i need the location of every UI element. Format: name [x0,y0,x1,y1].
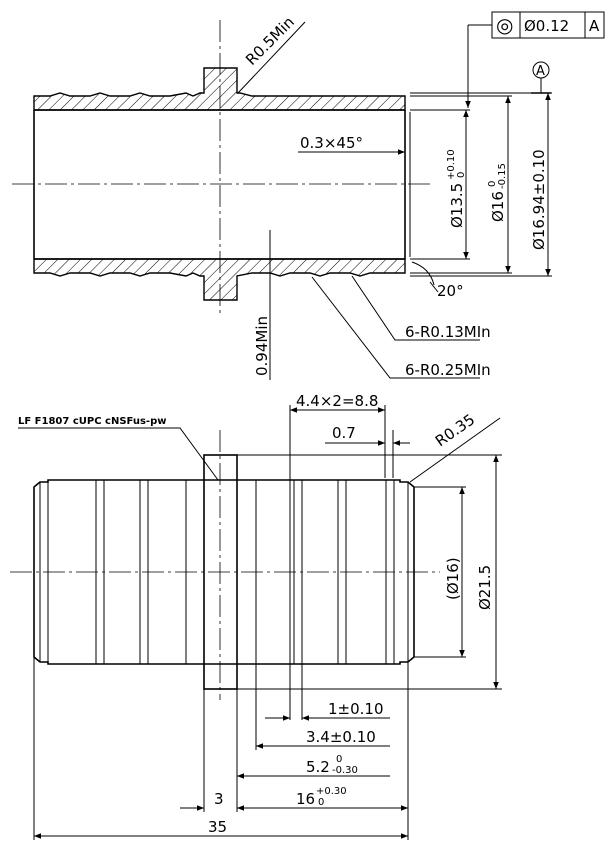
bore-dia-main: Ø13.5 [448,182,466,228]
marking-note: LF F1807 cUPC cNSFus-pw [18,416,167,427]
bore-dia-tol-lower: 0 [456,171,467,178]
barb-len-tol-upper: +0.30 [316,786,347,797]
fcf-tolerance: Ø0.12 [524,17,570,35]
od-dia-tol-lower: -0.15 [497,163,508,189]
wall-min-label: 0.94Min [253,315,271,376]
pitch-label: 4.4×2=8.8 [296,392,379,410]
d3-tol-lower: -0.30 [332,765,358,776]
collar-dia-label: Ø21.5 [476,564,494,610]
bottom-wall-section [34,259,405,300]
od-dia-tol-upper: 0 [487,180,498,187]
dim-od-text [487,163,508,222]
barb-len-main: 16 [296,790,316,808]
fcf-datum: A [589,17,600,35]
bore-dia-tol-upper: +0.10 [446,149,457,180]
d3-tol-upper: 0 [336,754,343,765]
datum-a-symbol [531,62,551,93]
top-wall-section [34,68,405,110]
collar-width-label: 3 [214,790,224,808]
barb-len-text [296,786,347,808]
overall-label: 35 [208,818,228,836]
outer-dia-label: Ø16.94±0.10 [530,149,548,250]
inner-dia-label: (Ø16) [444,557,462,600]
d3-main: 5.2 [306,758,330,776]
dim-bore-text [446,149,467,228]
bead-label: 0.7 [332,424,356,442]
fillet-top-label: R0.5Min [242,13,298,69]
section-view [12,12,604,380]
large-fillets-label: 6-R0.25MIn [405,361,491,379]
radius-label: R0.35 [431,410,479,451]
concentricity-icon: ◎ [496,13,514,37]
elevation-view [10,392,502,840]
chamfer-label: 0.3×45° [300,134,364,152]
datum-letter: A [536,64,545,79]
marking-leader [18,428,218,480]
d3-text [306,754,358,776]
d2-label: 3.4±0.10 [306,728,376,746]
small-fillets-label: 6-R0.13MIn [405,323,491,341]
d1-label: 1±0.10 [328,700,384,718]
barb-len-tol-lower: 0 [318,797,325,808]
angle-label: 20° [437,282,464,300]
od-dia-main: Ø16 [489,191,507,222]
